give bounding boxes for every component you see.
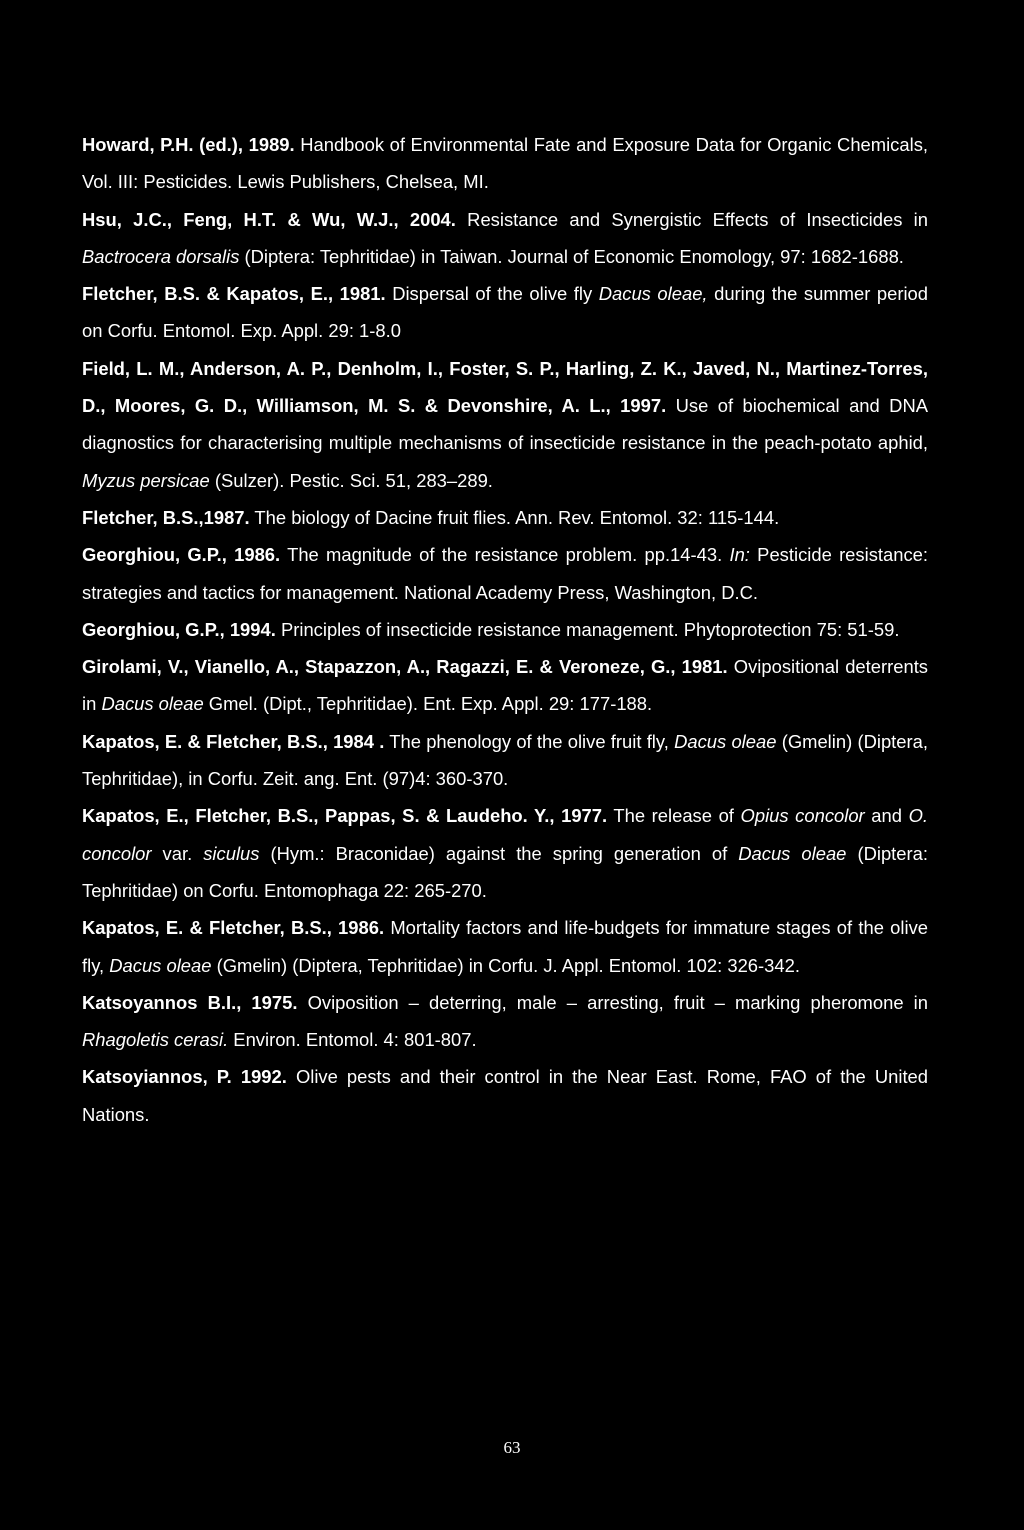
reference-italic-text: Dacus oleae — [738, 842, 847, 864]
reference-text: (Diptera: Tephritidae) on Corfu. Entomophaga 22: 265-270. — [82, 842, 928, 901]
reference-text: Gmel. (Dipt., Tephritidae). Ent. Exp. Appl. 29: 177-188. — [203, 693, 653, 715]
reference-italic-text: Rhagoletis cerasi. — [82, 1029, 229, 1051]
reference-authors: Fletcher, B.S. & Kapatos, E., 1981. — [82, 283, 386, 305]
reference-authors: Georghiou, G.P., 1994. — [82, 618, 276, 640]
reference-entry-georghiou-1986 — [82, 536, 928, 611]
reference-text: and — [864, 805, 909, 827]
reference-italic-text: Bactrocera dorsalis — [82, 245, 240, 267]
reference-authors: Kapatos, E., Fletcher, B.S., Pappas, S. & Laudeho. Y., 1977. — [82, 805, 608, 827]
reference-text: (Sulzer). Pestic. Sci. 51, 283–289. — [209, 469, 493, 491]
reference-text: Ovipositional deterrents in — [82, 656, 929, 715]
reference-text: var. — [151, 842, 204, 864]
reference-text: The release of — [607, 805, 741, 827]
reference-entry-fletcher-1987 — [82, 499, 928, 536]
reference-entry-kapatos-fletcher-1986 — [82, 909, 928, 984]
reference-authors: Howard, P.H. (ed.), 1989. — [82, 134, 295, 155]
reference-text: (Gmelin) (Diptera, Tephritidae) in Corfu. J. Appl. Entomol. 102: 326-342. — [211, 954, 800, 976]
reference-text: Mortality factors and life-budgets for immature stages of the olive fly, — [82, 917, 928, 976]
reference-text: Oviposition – deterring, male – arresting, fruit – marking pheromone in — [297, 991, 928, 1013]
reference-italic-text: In: — [729, 544, 750, 566]
reference-text: Principles of insecticide resistance management. Phytoprotection 75: 51-59. — [275, 618, 900, 640]
reference-italic-text: Dacus oleae — [674, 730, 777, 752]
reference-text: (Diptera: Tephritidae) in Taiwan. Journal of Economic Enomology, 97: 1682-1688. — [239, 245, 904, 267]
reference-authors: Fletcher, B.S.,1987. — [82, 506, 250, 528]
reference-authors: Girolami, V., Vianello, A., Stapazzon, A., Ragazzi, E. & Veroneze, G., 1981. — [82, 656, 728, 678]
reference-text: Resistance and Synergistic Effects of Insecticides in — [455, 208, 928, 230]
reference-text: The biology of Dacine fruit flies. Ann. Rev. Entomol. 32: 115-144. — [249, 506, 780, 528]
reference-italic-text: Opius concolor — [740, 805, 865, 827]
reference-authors: Hsu, J.C., Feng, H.T. & Wu, W.J., 2004. — [82, 208, 456, 230]
reference-entry-girolami-1981 — [82, 648, 928, 723]
reference-text: Environ. Entomol. 4: 801-807. — [228, 1029, 477, 1051]
reference-italic-text: Dacus oleae, — [598, 283, 708, 305]
reference-authors: Kapatos, E. & Fletcher, B.S., 1984 . — [82, 730, 385, 752]
reference-entry-georghiou-1994 — [82, 611, 928, 648]
reference-text: The phenology of the olive fruit fly, — [384, 730, 675, 752]
reference-italic-text: Myzus persicae — [82, 469, 210, 491]
reference-entry-hsu-2004 — [82, 201, 928, 276]
reference-entry-kapatos-1977 — [82, 797, 928, 909]
reference-entry-kapatos-fletcher-1984 — [82, 723, 928, 798]
reference-text: The magnitude of the resistance problem. pp.14-43. — [280, 544, 730, 566]
reference-entry-fletcher-kapatos-1981 — [82, 275, 928, 350]
reference-text: Olive pests and their control in the Near East. Rome, FAO of the United Nations. — [82, 1066, 929, 1125]
reference-text: Handbook of Environmental Fate and Exposure Data for Organic Chemicals, Vol. III: Pesticides. Lewis Publishers, Chelsea, MI. — [82, 134, 928, 193]
reference-text: Pesticide resistance: strategies and tactics for management. National Academy Press, Washington, D.C. — [82, 544, 928, 603]
reference-entry-katsoyannos-1975 — [82, 984, 928, 1059]
reference-text: Use of biochemical and DNA diagnostics for characterising multiple mechanisms of insecticide resistance in the peach-potato aphid, — [82, 395, 929, 454]
reference-text: Dispersal of the olive fly — [385, 283, 599, 305]
page-number: 63 — [503, 1438, 521, 1457]
reference-list — [82, 126, 928, 1133]
reference-authors: Katsoyiannos, P. 1992. — [82, 1066, 287, 1088]
reference-authors: Field, L. M., Anderson, A. P., Denholm, I., Foster, S. P., Harling, Z. K., Javed, N., Martinez-Torres, D., Moores, G. D., Williamson, M. S. & Devonshire, A. L., 1997. — [82, 357, 928, 417]
reference-italic-text: Dacus oleae — [101, 693, 204, 715]
reference-italic-text: siculus — [203, 842, 260, 864]
reference-authors: Katsoyannos B.I., 1975. — [82, 991, 298, 1013]
reference-entry-field-1997 — [82, 350, 928, 499]
reference-italic-text: O. concolor — [82, 805, 928, 864]
reference-entry-howard-1989 — [82, 126, 928, 201]
reference-authors: Kapatos, E. & Fletcher, B.S., 1986. — [82, 917, 385, 939]
reference-italic-text: Dacus oleae — [109, 954, 212, 976]
reference-text: (Hym.: Braconidae) against the spring generation of — [259, 842, 739, 864]
reference-text: (Gmelin) (Diptera, Tephritidae), in Corfu. Zeit. ang. Ent. (97)4: 360-370. — [82, 730, 928, 790]
reference-text: during the summer period on Corfu. Entomol. Exp. Appl. 29: 1-8.0 — [82, 283, 928, 342]
reference-entry-katsoyiannos-1992 — [82, 1058, 928, 1133]
reference-authors: Georghiou, G.P., 1986. — [82, 544, 281, 566]
